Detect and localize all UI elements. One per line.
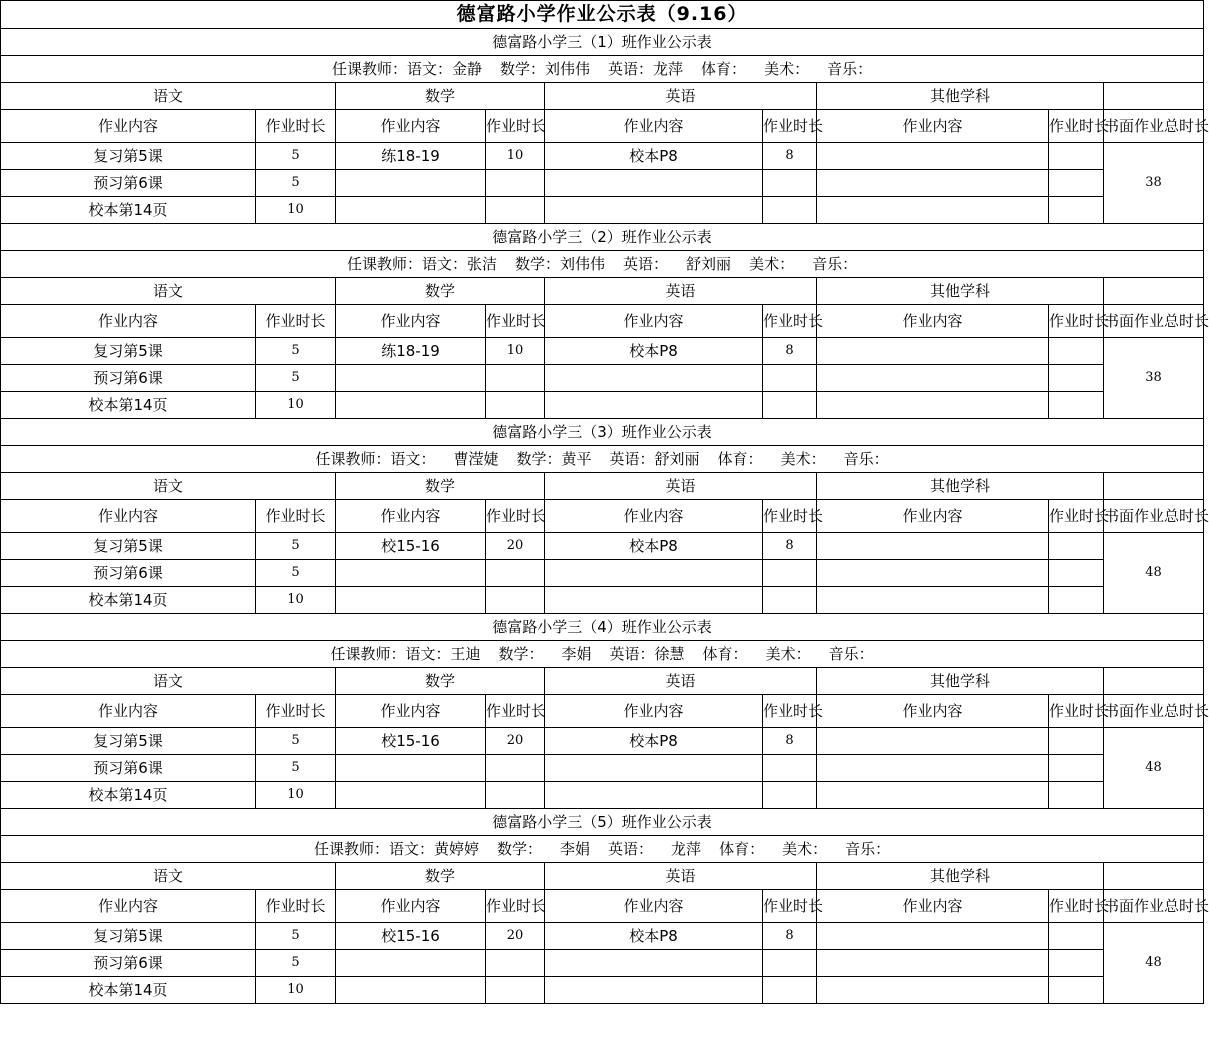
duration-header: 作业时长: [486, 890, 545, 923]
table-row: [1, 728, 1204, 755]
teacher-list: [1, 56, 1204, 83]
chinese-duration-cell: 5: [256, 560, 336, 587]
math-content-cell: [336, 365, 486, 392]
english-content-cell: [545, 392, 763, 419]
subject-english-header: 英语: [545, 473, 817, 500]
math-duration-cell: 20: [486, 728, 545, 755]
chinese-duration-cell: 10: [256, 392, 336, 419]
other-duration-cell: [1049, 587, 1104, 614]
table-row: [1, 338, 1204, 365]
class-title-row: [1, 29, 1204, 56]
teacher-row: [1, 251, 1204, 278]
math-content-cell: 练18-19: [336, 338, 486, 365]
table-row: [1, 782, 1204, 809]
duration-header: 作业时长: [1049, 890, 1104, 923]
total-duration-value: 48: [1104, 533, 1204, 614]
chinese-duration-cell: 10: [256, 977, 336, 1004]
math-duration-cell: 10: [486, 143, 545, 170]
other-content-cell: [817, 533, 1049, 560]
subject-chinese-header: 语文: [1, 278, 336, 305]
teacher-list: [1, 251, 1204, 278]
subject-math-header: 数学: [336, 278, 545, 305]
table-row: [1, 533, 1204, 560]
total-duration-header: 书面作业总时长: [1104, 695, 1204, 728]
english-content-cell: [545, 587, 763, 614]
teacher-entry: 音乐：: [827, 59, 873, 78]
math-duration-cell: [486, 755, 545, 782]
other-duration-cell: [1049, 782, 1104, 809]
teacher-entry: 美术：: [780, 449, 826, 468]
other-duration-cell: [1049, 533, 1104, 560]
teacher-entry: 龙萍: [671, 839, 702, 858]
duration-header: 作业时长: [256, 110, 336, 143]
english-duration-cell: [763, 170, 817, 197]
english-content-cell: 校本P8: [545, 143, 763, 170]
column-header-row: [1, 695, 1204, 728]
duration-header: 作业时长: [763, 305, 817, 338]
math-duration-cell: 10: [486, 338, 545, 365]
class-title-row: [1, 419, 1204, 446]
subject-other-header: 其他学科: [817, 473, 1104, 500]
duration-header: 作业时长: [1049, 500, 1104, 533]
english-duration-cell: [763, 587, 817, 614]
duration-header: 作业时长: [256, 500, 336, 533]
content-header: 作业内容: [817, 500, 1049, 533]
teacher-entry: 音乐：: [812, 254, 858, 273]
duration-header: 作业时长: [256, 890, 336, 923]
table-row: [1, 365, 1204, 392]
teacher-entry: 英语：舒刘丽: [609, 449, 700, 468]
teacher-entry: 数学：: [497, 839, 543, 858]
math-content-cell: [336, 170, 486, 197]
other-content-cell: [817, 143, 1049, 170]
math-duration-cell: [486, 392, 545, 419]
chinese-content-cell: 校本第14页: [1, 197, 256, 224]
subject-header-row: [1, 83, 1204, 110]
other-duration-cell: [1049, 923, 1104, 950]
subject-other-header: 其他学科: [817, 863, 1104, 890]
english-duration-cell: 8: [763, 728, 817, 755]
column-header-row: [1, 890, 1204, 923]
subject-english-header: 英语: [545, 83, 817, 110]
subject-other-header: 其他学科: [817, 83, 1104, 110]
math-content-cell: [336, 197, 486, 224]
teacher-row: [1, 641, 1204, 668]
chinese-duration-cell: 10: [256, 782, 336, 809]
total-duration-header: 书面作业总时长: [1104, 890, 1204, 923]
teacher-list: [1, 446, 1204, 473]
chinese-duration-cell: 5: [256, 170, 336, 197]
math-content-cell: [336, 782, 486, 809]
chinese-duration-cell: 5: [256, 143, 336, 170]
class-title: 德富路小学三（4）班作业公示表: [1, 614, 1204, 641]
chinese-content-cell: 复习第5课: [1, 728, 256, 755]
content-header: 作业内容: [1, 305, 256, 338]
subject-other-header: 其他学科: [817, 668, 1104, 695]
column-header-row: [1, 305, 1204, 338]
other-duration-cell: [1049, 950, 1104, 977]
chinese-content-cell: 校本第14页: [1, 782, 256, 809]
teacher-entry: 李娟: [561, 644, 592, 663]
chinese-duration-cell: 5: [256, 950, 336, 977]
teacher-list: [1, 836, 1204, 863]
teacher-list: [1, 641, 1204, 668]
chinese-content-cell: 复习第5课: [1, 143, 256, 170]
chinese-content-cell: 校本第14页: [1, 587, 256, 614]
subject-header-row: [1, 473, 1204, 500]
content-header: 作业内容: [1, 500, 256, 533]
other-content-cell: [817, 392, 1049, 419]
chinese-duration-cell: 5: [256, 923, 336, 950]
content-header: 作业内容: [817, 890, 1049, 923]
total-duration-value: 48: [1104, 728, 1204, 809]
total-duration-value: 48: [1104, 923, 1204, 1004]
duration-header: 作业时长: [256, 695, 336, 728]
teacher-entry: 数学：: [498, 644, 544, 663]
duration-header: 作业时长: [1049, 305, 1104, 338]
other-content-cell: [817, 197, 1049, 224]
chinese-duration-cell: 5: [256, 533, 336, 560]
other-content-cell: [817, 782, 1049, 809]
column-header-row: [1, 110, 1204, 143]
english-content-cell: [545, 365, 763, 392]
table-row: [1, 923, 1204, 950]
content-header: 作业内容: [545, 890, 763, 923]
blank-header-cell: [1104, 863, 1204, 890]
subject-chinese-header: 语文: [1, 473, 336, 500]
other-content-cell: [817, 560, 1049, 587]
page-title: 德富路小学作业公示表（9.16）: [1, 1, 1204, 29]
other-duration-cell: [1049, 392, 1104, 419]
teacher-entry: 体育：: [702, 644, 748, 663]
subject-chinese-header: 语文: [1, 668, 336, 695]
teacher-entry: 体育：: [719, 839, 765, 858]
subject-math-header: 数学: [336, 863, 545, 890]
column-header-row: [1, 500, 1204, 533]
teacher-entry: 任课教师：语文：黄婷婷: [313, 839, 479, 858]
subject-math-header: 数学: [336, 668, 545, 695]
math-content-cell: [336, 977, 486, 1004]
chinese-content-cell: 复习第5课: [1, 338, 256, 365]
english-duration-cell: [763, 950, 817, 977]
content-header: 作业内容: [817, 695, 1049, 728]
subject-chinese-header: 语文: [1, 863, 336, 890]
math-duration-cell: [486, 587, 545, 614]
total-duration-value: 38: [1104, 143, 1204, 224]
duration-header: 作业时长: [1049, 695, 1104, 728]
teacher-entry: 音乐：: [828, 644, 874, 663]
math-content-cell: [336, 560, 486, 587]
blank-header-cell: [1104, 83, 1204, 110]
english-duration-cell: 8: [763, 533, 817, 560]
other-content-cell: [817, 923, 1049, 950]
class-title: 德富路小学三（5）班作业公示表: [1, 809, 1204, 836]
other-content-cell: [817, 338, 1049, 365]
content-header: 作业内容: [1, 890, 256, 923]
teacher-entry: 美术：: [749, 254, 795, 273]
teacher-row: [1, 446, 1204, 473]
teacher-entry: 数学：刘伟伟: [500, 59, 591, 78]
other-duration-cell: [1049, 338, 1104, 365]
teacher-entry: 美术：: [764, 59, 810, 78]
teacher-entry: 任课教师：语文：张洁: [347, 254, 498, 273]
other-duration-cell: [1049, 365, 1104, 392]
other-content-cell: [817, 170, 1049, 197]
class-title: 德富路小学三（3）班作业公示表: [1, 419, 1204, 446]
math-duration-cell: [486, 170, 545, 197]
english-duration-cell: 8: [763, 923, 817, 950]
content-header: 作业内容: [336, 695, 486, 728]
duration-header: 作业时长: [256, 305, 336, 338]
english-duration-cell: [763, 560, 817, 587]
table-row: [1, 977, 1204, 1004]
chinese-content-cell: 复习第5课: [1, 923, 256, 950]
teacher-row: [1, 56, 1204, 83]
chinese-content-cell: 校本第14页: [1, 977, 256, 1004]
chinese-content-cell: 预习第6课: [1, 950, 256, 977]
other-duration-cell: [1049, 755, 1104, 782]
table-row: [1, 197, 1204, 224]
chinese-duration-cell: 10: [256, 587, 336, 614]
blank-header-cell: [1104, 278, 1204, 305]
teacher-entry: 美术：: [765, 644, 811, 663]
duration-header: 作业时长: [763, 500, 817, 533]
english-content-cell: 校本P8: [545, 923, 763, 950]
math-duration-cell: [486, 782, 545, 809]
teacher-entry: 任课教师：语文：金静: [332, 59, 483, 78]
english-content-cell: 校本P8: [545, 728, 763, 755]
english-content-cell: [545, 197, 763, 224]
subject-math-header: 数学: [336, 83, 545, 110]
math-content-cell: [336, 950, 486, 977]
other-content-cell: [817, 587, 1049, 614]
duration-header: 作业时长: [763, 695, 817, 728]
content-header: 作业内容: [336, 500, 486, 533]
chinese-content-cell: 校本第14页: [1, 392, 256, 419]
class-title-row: [1, 614, 1204, 641]
content-header: 作业内容: [545, 500, 763, 533]
content-header: 作业内容: [817, 305, 1049, 338]
table-row: [1, 143, 1204, 170]
subject-math-header: 数学: [336, 473, 545, 500]
math-duration-cell: [486, 560, 545, 587]
chinese-content-cell: 预习第6课: [1, 365, 256, 392]
teacher-entry: 任课教师：语文：: [315, 449, 436, 468]
content-header: 作业内容: [336, 305, 486, 338]
class-title: 德富路小学三（1）班作业公示表: [1, 29, 1204, 56]
content-header: 作业内容: [1, 110, 256, 143]
teacher-entry: 体育：: [701, 59, 747, 78]
total-duration-value: 38: [1104, 338, 1204, 419]
table-row: [1, 755, 1204, 782]
chinese-content-cell: 预习第6课: [1, 560, 256, 587]
content-header: 作业内容: [545, 305, 763, 338]
english-content-cell: [545, 977, 763, 1004]
chinese-duration-cell: 5: [256, 365, 336, 392]
teacher-entry: 舒刘丽: [686, 254, 732, 273]
math-duration-cell: [486, 977, 545, 1004]
duration-header: 作业时长: [486, 695, 545, 728]
math-content-cell: [336, 392, 486, 419]
class-title: 德富路小学三（2）班作业公示表: [1, 224, 1204, 251]
chinese-duration-cell: 10: [256, 197, 336, 224]
math-content-cell: 校15-16: [336, 728, 486, 755]
subject-english-header: 英语: [545, 668, 817, 695]
math-duration-cell: 20: [486, 923, 545, 950]
total-duration-header: 书面作业总时长: [1104, 110, 1204, 143]
math-content-cell: [336, 755, 486, 782]
subject-header-row: [1, 668, 1204, 695]
table-row: [1, 950, 1204, 977]
subject-header-row: [1, 863, 1204, 890]
teacher-entry: 英语：: [623, 254, 669, 273]
teacher-entry: 李娟: [560, 839, 591, 858]
english-duration-cell: 8: [763, 143, 817, 170]
content-header: 作业内容: [817, 110, 1049, 143]
content-header: 作业内容: [1, 695, 256, 728]
english-content-cell: [545, 782, 763, 809]
english-content-cell: 校本P8: [545, 533, 763, 560]
table-row: [1, 560, 1204, 587]
total-duration-header: 书面作业总时长: [1104, 305, 1204, 338]
teacher-entry: 任课教师：语文：王迪: [330, 644, 481, 663]
other-content-cell: [817, 977, 1049, 1004]
english-duration-cell: [763, 392, 817, 419]
math-duration-cell: 20: [486, 533, 545, 560]
other-duration-cell: [1049, 728, 1104, 755]
teacher-entry: 数学：刘伟伟: [515, 254, 606, 273]
table-row: [1, 170, 1204, 197]
english-duration-cell: [763, 782, 817, 809]
total-duration-header: 书面作业总时长: [1104, 500, 1204, 533]
teacher-entry: 曹滢婕: [453, 449, 499, 468]
math-duration-cell: [486, 365, 545, 392]
math-duration-cell: [486, 950, 545, 977]
math-duration-cell: [486, 197, 545, 224]
teacher-entry: 英语：: [608, 839, 654, 858]
class-title-row: [1, 224, 1204, 251]
math-content-cell: 校15-16: [336, 533, 486, 560]
chinese-duration-cell: 5: [256, 728, 336, 755]
chinese-content-cell: 预习第6课: [1, 755, 256, 782]
teacher-row: [1, 836, 1204, 863]
other-content-cell: [817, 365, 1049, 392]
math-content-cell: [336, 587, 486, 614]
title-row: [1, 1, 1204, 29]
teacher-entry: 音乐：: [845, 839, 891, 858]
english-duration-cell: 8: [763, 338, 817, 365]
teacher-entry: 音乐：: [843, 449, 889, 468]
duration-header: 作业时长: [486, 305, 545, 338]
teacher-entry: 英语：徐慧: [609, 644, 685, 663]
subject-english-header: 英语: [545, 278, 817, 305]
subject-header-row: [1, 278, 1204, 305]
blank-header-cell: [1104, 473, 1204, 500]
teacher-entry: 英语：龙萍: [608, 59, 684, 78]
other-duration-cell: [1049, 170, 1104, 197]
duration-header: 作业时长: [763, 890, 817, 923]
chinese-content-cell: 复习第5课: [1, 533, 256, 560]
english-content-cell: [545, 170, 763, 197]
content-header: 作业内容: [336, 110, 486, 143]
subject-chinese-header: 语文: [1, 83, 336, 110]
subject-english-header: 英语: [545, 863, 817, 890]
english-duration-cell: [763, 197, 817, 224]
other-content-cell: [817, 728, 1049, 755]
other-duration-cell: [1049, 560, 1104, 587]
content-header: 作业内容: [545, 110, 763, 143]
duration-header: 作业时长: [486, 500, 545, 533]
teacher-entry: 体育：: [717, 449, 763, 468]
duration-header: 作业时长: [1049, 110, 1104, 143]
duration-header: 作业时长: [486, 110, 545, 143]
table-row: [1, 392, 1204, 419]
math-content-cell: 校15-16: [336, 923, 486, 950]
chinese-duration-cell: 5: [256, 755, 336, 782]
english-duration-cell: [763, 755, 817, 782]
teacher-entry: 数学：黄平: [516, 449, 592, 468]
duration-header: 作业时长: [763, 110, 817, 143]
content-header: 作业内容: [336, 890, 486, 923]
chinese-duration-cell: 5: [256, 338, 336, 365]
table-row: [1, 587, 1204, 614]
other-content-cell: [817, 755, 1049, 782]
blank-header-cell: [1104, 668, 1204, 695]
english-content-cell: [545, 755, 763, 782]
other-duration-cell: [1049, 197, 1104, 224]
subject-other-header: 其他学科: [817, 278, 1104, 305]
content-header: 作业内容: [545, 695, 763, 728]
english-content-cell: 校本P8: [545, 338, 763, 365]
other-duration-cell: [1049, 143, 1104, 170]
chinese-content-cell: 预习第6课: [1, 170, 256, 197]
other-duration-cell: [1049, 977, 1104, 1004]
class-title-row: [1, 809, 1204, 836]
other-content-cell: [817, 950, 1049, 977]
teacher-entry: 美术：: [782, 839, 828, 858]
english-content-cell: [545, 560, 763, 587]
english-duration-cell: [763, 977, 817, 1004]
english-duration-cell: [763, 365, 817, 392]
math-content-cell: 练18-19: [336, 143, 486, 170]
english-content-cell: [545, 950, 763, 977]
